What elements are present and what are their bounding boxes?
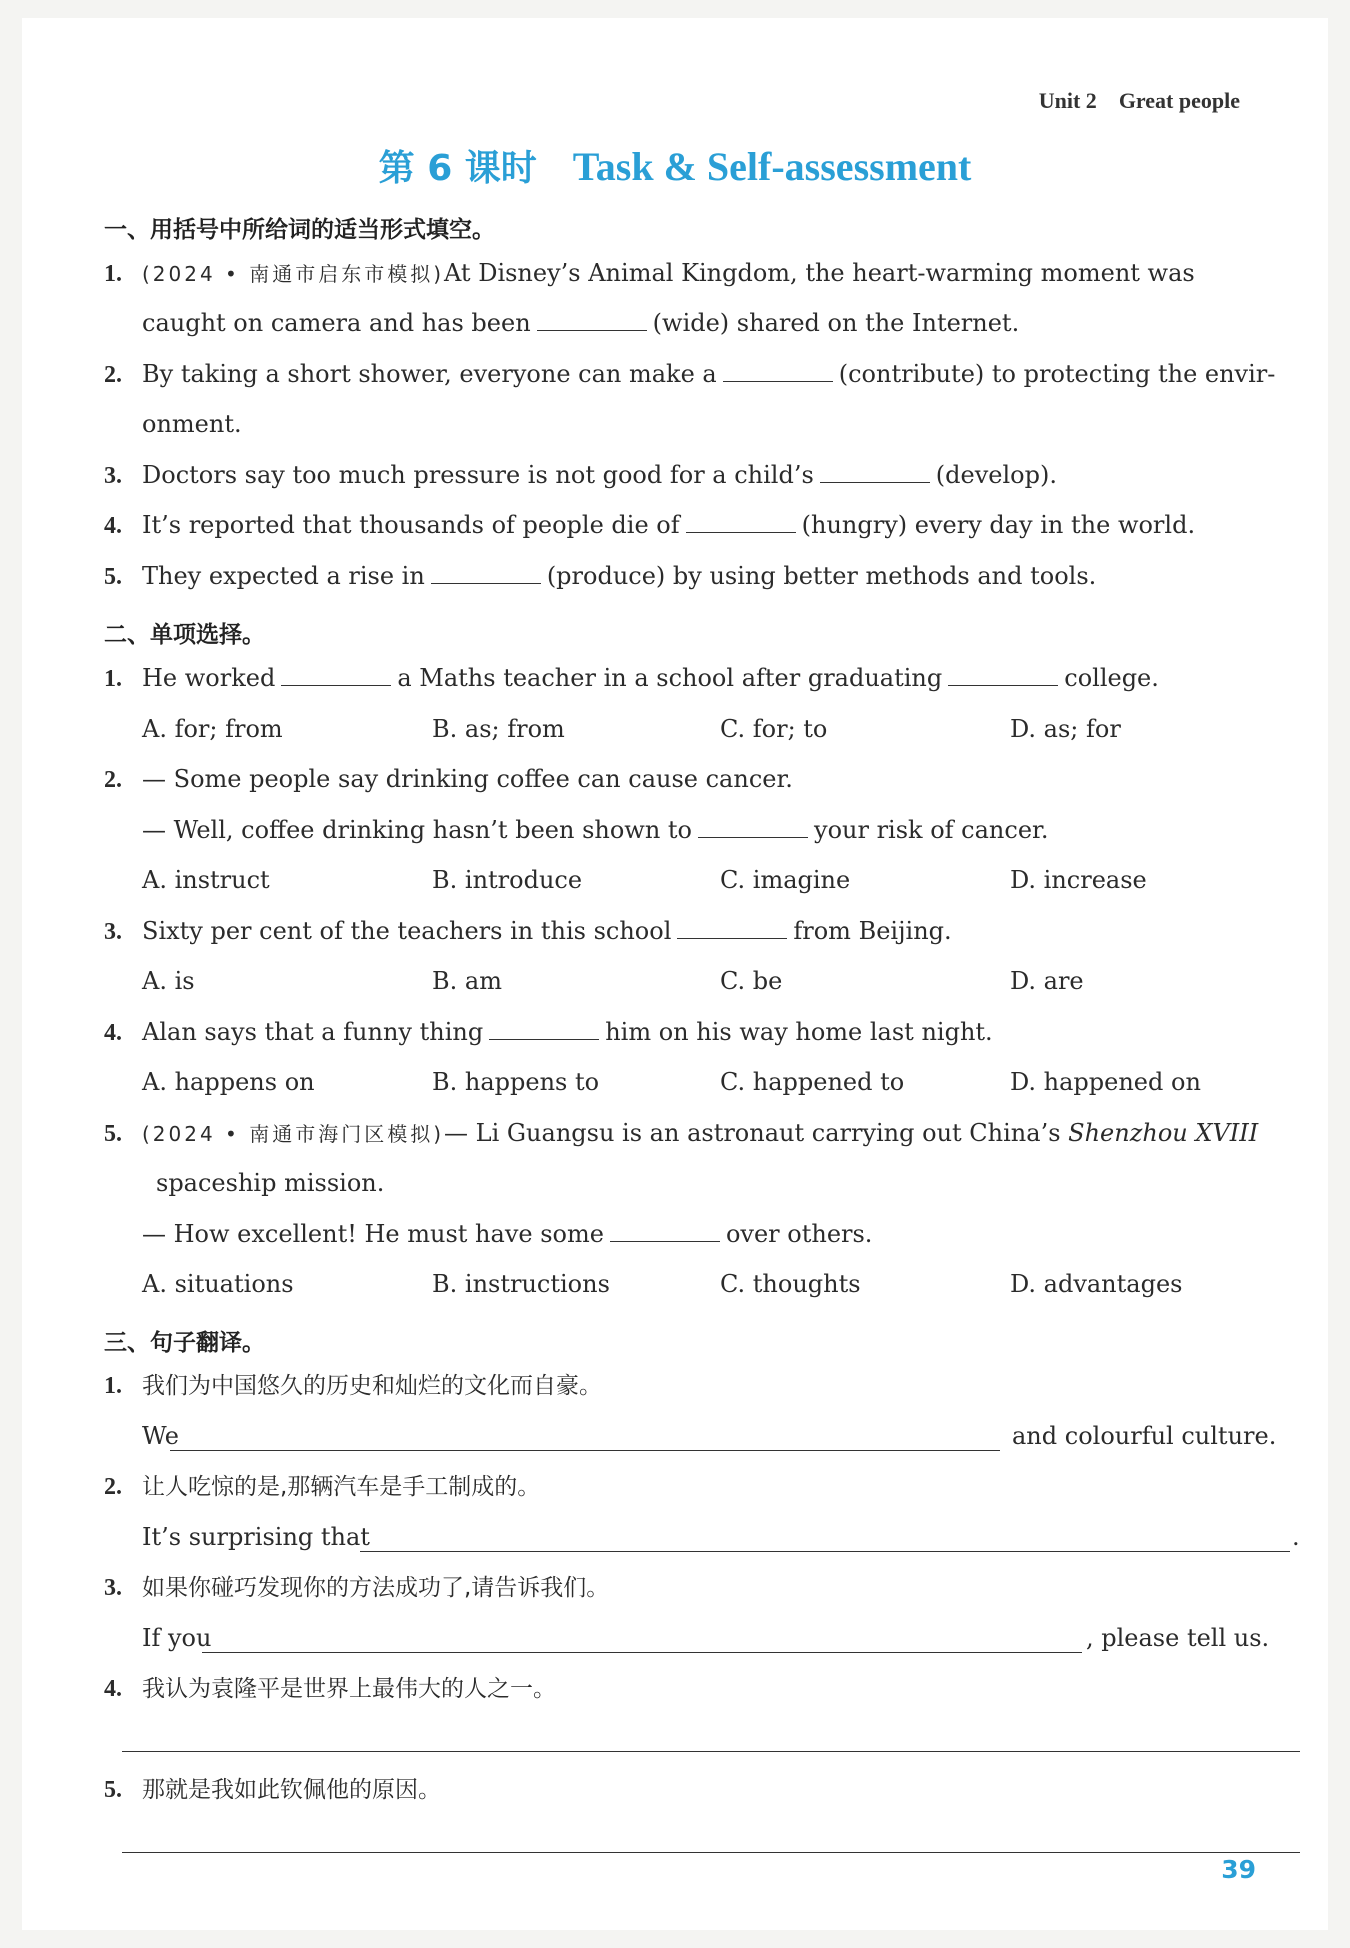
answer-blank[interactable]: [537, 308, 647, 331]
option-b[interactable]: B. happens to: [432, 1068, 600, 1096]
option-d[interactable]: D. increase: [1010, 866, 1147, 894]
option-c[interactable]: C. be: [720, 967, 783, 995]
option-b[interactable]: B. am: [432, 967, 502, 995]
answer-blank[interactable]: [948, 663, 1058, 686]
lesson-name: Task & Self-assessment: [572, 144, 972, 189]
s1-q3: 3. Doctors say too much pressure is not good for a child’s (develop).: [104, 461, 1057, 489]
unit-label: Unit 2: [1038, 88, 1097, 113]
answer-line[interactable]: [122, 1750, 1300, 1752]
answer-line[interactable]: [122, 1851, 1300, 1853]
option-b[interactable]: B. as; from: [432, 715, 565, 743]
lesson-number: 第 6 课时: [378, 148, 537, 189]
s1-q2-line1: 2. By taking a short shower, everyone can make a (contribute) to protecting the envir-: [104, 360, 1276, 388]
s2-q5-line2: spaceship mission.: [156, 1169, 385, 1197]
answer-blank[interactable]: [723, 359, 833, 382]
option-d[interactable]: D. as; for: [1010, 715, 1121, 743]
option-a[interactable]: A. instruct: [142, 866, 270, 894]
answer-blank[interactable]: [698, 815, 808, 838]
lesson-title: [22, 140, 1328, 191]
s1-q5: 5. They expected a rise in (produce) by using better methods and tools.: [104, 562, 1097, 590]
s3-q1-zh: 1. 我们为中国悠久的历史和灿烂的文化而自豪。: [104, 1373, 602, 1399]
s2-q4: 4. Alan says that a funny thing him on his way home last night.: [104, 1018, 993, 1046]
s3-q3-answer: If you: [142, 1624, 212, 1652]
section2-heading: 二、单项选择。: [104, 622, 265, 648]
option-b[interactable]: B. introduce: [432, 866, 583, 894]
s3-q1-tail: and colourful culture.: [1012, 1422, 1277, 1450]
s2-q5-line1: 5. (2024 • 南通市海门区模拟)— Li Guangsu is an astronaut carrying out China’s Shenzhou XVIII: [104, 1119, 1259, 1147]
s1-q4: 4. It’s reported that thousands of people die of (hungry) every day in the world.: [104, 511, 1196, 539]
answer-blank[interactable]: [820, 460, 930, 483]
answer-blank[interactable]: [677, 916, 787, 939]
option-a[interactable]: A. happens on: [142, 1068, 315, 1096]
s1-q1-line2: caught on camera and has been (wide) shared on the Internet.: [142, 309, 1020, 337]
s2-q3: 3. Sixty per cent of the teachers in this school from Beijing.: [104, 917, 952, 945]
answer-line[interactable]: [360, 1550, 1290, 1552]
option-a[interactable]: A. situations: [142, 1270, 294, 1298]
option-a[interactable]: A. for; from: [142, 715, 283, 743]
page-number: 39: [1221, 1855, 1256, 1884]
s3-q5-zh: 5. 那就是我如此钦佩他的原因。: [104, 1777, 441, 1803]
option-c[interactable]: C. thoughts: [720, 1270, 861, 1298]
worksheet-page: [22, 18, 1328, 1930]
s2-q5-line3: — How excellent! He must have some over others.: [142, 1220, 873, 1248]
option-a[interactable]: A. is: [142, 967, 195, 995]
s3-q2-answer: It’s surprising that: [142, 1523, 370, 1551]
option-d[interactable]: D. are: [1010, 967, 1084, 995]
answer-blank[interactable]: [610, 1219, 720, 1242]
option-d[interactable]: D. happened on: [1010, 1068, 1201, 1096]
section3-heading: 三、句子翻译。: [104, 1330, 265, 1356]
s2-q2-line2: — Well, coffee drinking hasn’t been shown to your risk of cancer.: [142, 816, 1049, 844]
answer-blank[interactable]: [281, 663, 391, 686]
answer-line[interactable]: [202, 1651, 1082, 1653]
option-c[interactable]: C. for; to: [720, 715, 828, 743]
running-header: [1039, 88, 1240, 114]
option-d[interactable]: D. advantages: [1010, 1270, 1183, 1298]
s3-q1-answer: We: [142, 1422, 179, 1450]
answer-blank[interactable]: [431, 561, 541, 584]
s1-q1-line1: 1. (2024 • 南通市启东市模拟)At Disney’s Animal Kingdom, the heart-warming moment was: [104, 259, 1195, 287]
option-c[interactable]: C. happened to: [720, 1068, 905, 1096]
option-b[interactable]: B. instructions: [432, 1270, 610, 1298]
answer-blank[interactable]: [686, 510, 796, 533]
answer-blank[interactable]: [489, 1017, 599, 1040]
section1-heading: 一、用括号中所给词的适当形式填空。: [104, 217, 495, 243]
option-c[interactable]: C. imagine: [720, 866, 851, 894]
s3-q3-zh: 3. 如果你碰巧发现你的方法成功了,请告诉我们。: [104, 1575, 610, 1601]
s3-q3-tail: , please tell us.: [1086, 1624, 1270, 1652]
s3-q2-zh: 2. 让人吃惊的是,那辆汽车是手工制成的。: [104, 1474, 541, 1500]
s1-q2-line2: onment.: [142, 410, 242, 438]
answer-line[interactable]: [170, 1449, 1000, 1451]
unit-topic: Great people: [1118, 88, 1240, 113]
s2-q2-line1: 2. — Some people say drinking coffee can cause cancer.: [104, 765, 793, 793]
s3-q4-zh: 4. 我认为袁隆平是世界上最伟大的人之一。: [104, 1676, 556, 1702]
s3-q2-tail: .: [1292, 1523, 1300, 1551]
s2-q1: 1. He worked a Maths teacher in a school after graduating college.: [104, 664, 1159, 692]
